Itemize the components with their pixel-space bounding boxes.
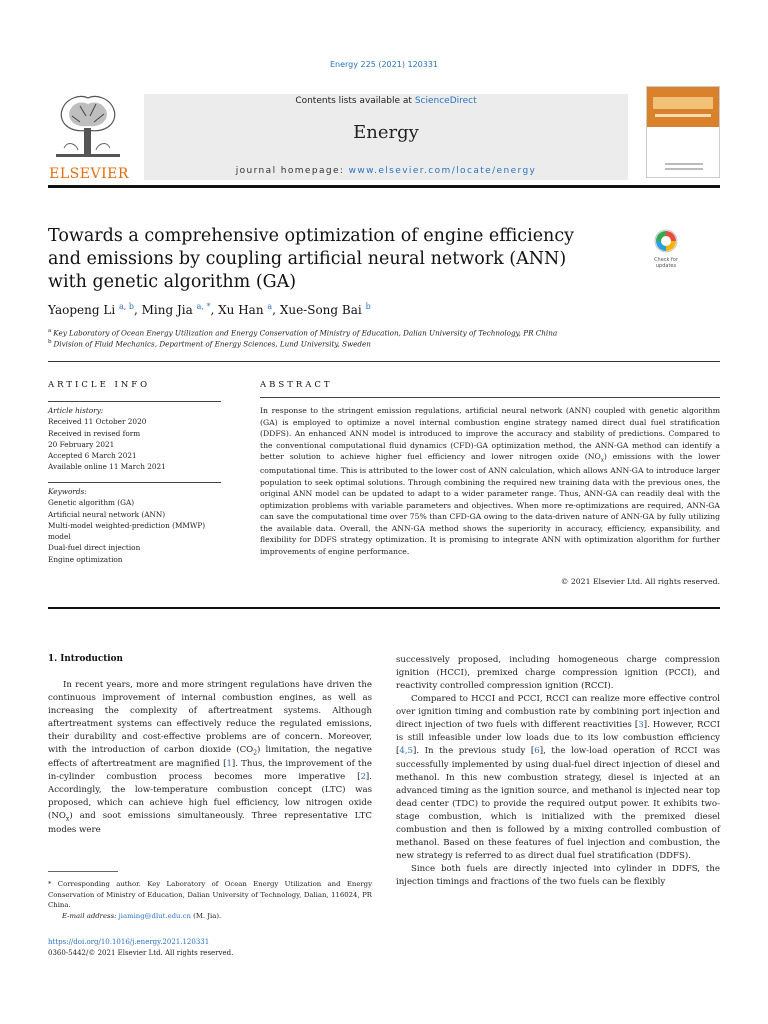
keyword: Multi-model weighted-prediction (MMWP) bbox=[48, 520, 206, 530]
author-affil-sup[interactable]: b bbox=[365, 302, 371, 311]
abstract-copyright: © 2021 Elsevier Ltd. All rights reserved. bbox=[560, 577, 720, 586]
history-line: Received 11 October 2020 bbox=[48, 417, 147, 427]
author[interactable]: Xu Han bbox=[218, 303, 264, 317]
footnote-rule bbox=[48, 871, 118, 872]
history-heading: Article history: bbox=[48, 406, 104, 415]
article-title: Towards a comprehensive optimization of engine efficiency and emissions by coupling artificial neural network (ANN) with genetic algorithm (GA) bbox=[48, 226, 575, 293]
history-line: Accepted 6 March 2021 bbox=[48, 451, 137, 461]
history-line: 20 February 2021 bbox=[48, 439, 115, 449]
journal-name: Energy bbox=[353, 122, 419, 143]
intro-paragraph: In recent years, more and more stringent regulations have driven the continuous improvement of internal combustion engines, as well as increasing the complexity of aftertreatment systems. Although aftertreatment systems can effectively reduce the regulated emissions, their durability and cost-effective problems are of concern. Moreover, with the introduction of carbon dioxide $(CO_2)$ limitation, the negative effects of aftertreatment are magnified [1]. Thus, the improvement of the in-cylinder combustion process becomes more imperative [2]. Accordingly, the low-temperature combustion concept (LTC) was proposed, which can achieve high fuel efficiency, low nitrogen oxide $(NO_x)$ and soot emissions simultaneously. Three representative LTC modes were bbox=[48, 680, 372, 836]
crossmark-icon bbox=[646, 229, 686, 253]
intro-paragraph: Since both fuels are directly injected into cylinder in DDFS, the injection timings and fractions of the two fuels can be flexibly bbox=[396, 864, 720, 888]
issn-line: 0360-5442/© 2021 Elsevier Ltd. All rights reserved. bbox=[48, 948, 234, 957]
journal-homepage-link[interactable]: www.elsevier.com/locate/energy bbox=[348, 166, 537, 176]
keywords-rule bbox=[48, 482, 221, 483]
doi-link[interactable]: https://doi.org/10.1016/j.energy.2021.120331 bbox=[48, 938, 210, 946]
crossmark-button[interactable] bbox=[646, 229, 686, 269]
reference-link[interactable]: 6 bbox=[534, 746, 540, 757]
contents-prefix: Contents lists available at bbox=[295, 96, 415, 106]
masthead-rule bbox=[48, 185, 720, 188]
keyword: Genetic algorithm (GA) bbox=[48, 498, 135, 508]
journal-cover-thumbnail[interactable] bbox=[646, 86, 720, 178]
keywords-heading: Keywords: bbox=[48, 487, 87, 496]
affiliations bbox=[48, 328, 557, 350]
keyword: model bbox=[48, 532, 71, 542]
contents-line bbox=[144, 96, 628, 106]
elsevier-tree-logo bbox=[50, 92, 126, 162]
reference-link[interactable]: 1 bbox=[226, 759, 232, 770]
sciencedirect-link[interactable]: ScienceDirect bbox=[414, 96, 477, 106]
body-column-left bbox=[48, 679, 372, 837]
keyword: Dual-fuel direct injection bbox=[48, 543, 141, 553]
reference-link[interactable]: 2 bbox=[360, 772, 366, 783]
header-divider bbox=[48, 361, 720, 362]
publisher-logo[interactable] bbox=[48, 86, 130, 182]
affiliation-b: $^b$ Division of Fluid Mechanics, Department of Energy Sciences, Lund University, Sweden bbox=[48, 338, 371, 349]
article-info-heading: ARTICLE INFO bbox=[48, 380, 151, 390]
keyword: Artificial neural network (ANN) bbox=[48, 509, 166, 519]
abstract-heading: ABSTRACT bbox=[260, 380, 333, 390]
author[interactable]: Ming Jia bbox=[141, 303, 193, 317]
corresponding-author-footnote: * Corresponding author. Key Laboratory of Ocean Energy Utilization and Energy Conservation of Ministry of Education, Dalian University of Technology, Dalian, 116024, PR China. E-mail address: jiaming@dlut.edu.cn (M. Jia). bbox=[48, 880, 372, 921]
author-affil-sup[interactable]: a, b bbox=[119, 302, 134, 311]
abstract-text: In response to the stringent emission regulations, artificial neural network (ANN) coupled with genetic algorithm (GA) is employed to optimize a novel internal combustion engine strategy named direct dual fuel stratification (DDFS). An enhanced ANN model is introduced to improve the accuracy and stability of predictions. Compared to the conventional computational fluid dynamics (CFD)-GA optimization method, the ANN-GA method can identify a better solution to achieve higher fuel efficiency and lower nitrogen oxide $(NO_x)$ emissions with the lower computational time. This is attributed to the lower cost of ANN calculation, which allows ANN-GA to introduce larger population to seek optimal solutions. Through combining the required new training data with the previous ones, the original ANN model can be updated to adapt to a wider parameter range. Thus, ANN-GA can readily deal with the optimization problems with variable parameters and objectives. When more re-optimizations are required, ANN-GA can save the computational time over 75% than CFD-GA owing to the data-driven nature of ANN-GA by fully utilizing the available data. Overall, the ANN-GA method shows the superiority in accuracy, efficiency, expansibility, and flexibility for DDFS strategy optimization. It is promising to integrate ANN with optimization algorithm for further improvements of engine performance. bbox=[260, 406, 720, 556]
author-affil-sup[interactable]: a bbox=[267, 302, 273, 311]
crossmark-label: Check for updates bbox=[654, 257, 678, 269]
section-heading-introduction: 1. Introduction bbox=[48, 654, 123, 664]
intro-paragraph: successively proposed, including homogeneous charge compression ignition (HCCI), premixed charge compression ignition (PCCI), and reactivity controlled compression ignition (RCCI). bbox=[396, 655, 720, 692]
article-info-rule bbox=[48, 401, 221, 402]
publisher-wordmark: ELSEVIER bbox=[49, 166, 129, 182]
affiliation-a: $^a$ Key Laboratory of Ocean Energy Utilization and Energy Conservation of Ministry of Education, Dalian University of Technology, PR China bbox=[48, 328, 558, 338]
keyword: Engine optimization bbox=[48, 554, 123, 564]
reference-link[interactable]: 4,5 bbox=[399, 746, 414, 757]
author[interactable]: Yaopeng Li bbox=[48, 303, 116, 317]
history-line: Received in revised form bbox=[48, 428, 141, 438]
body-divider bbox=[48, 607, 720, 609]
masthead-center bbox=[144, 94, 628, 180]
homepage-line bbox=[144, 166, 628, 176]
author[interactable]: Xue-Song Bai bbox=[279, 303, 362, 317]
journal-citation[interactable]: Energy 225 (2021) 120331 bbox=[329, 60, 439, 69]
homepage-prefix: journal homepage: bbox=[235, 166, 349, 176]
body-column-right bbox=[396, 654, 720, 889]
journal-masthead bbox=[48, 86, 720, 182]
abstract-rule bbox=[260, 397, 720, 398]
author-affil-sup[interactable]: a, * bbox=[196, 302, 211, 311]
history-line: Available online 11 March 2021 bbox=[48, 462, 166, 472]
intro-paragraph: Compared to HCCI and PCCI, RCCI can realize more effective control over ignition timing and combustion rate by combining port injection and direct injection of two fuels with different reactivities [3]. However, RCCI is still infeasible under low loads due to its low combustion efficiency [4,5]. In the previous study [6], the low-load operation of RCCI was successfully implemented by using dual-fuel direct injection of diesel and methanol. In this new combustion strategy, diesel is injected at an advanced timing as the ignition source, and methanol is injected near top dead center (TDC) to provide the required output power. It exhibits two-stage combustion, which is initialized with the premixed diesel combustion and then is followed by a mixing controlled combustion of methanol. Based on these features of fuel injection and combustion, the new strategy is referred to as direct dual fuel stratification (DDFS). bbox=[396, 694, 720, 861]
article-history bbox=[48, 405, 228, 473]
keywords bbox=[48, 486, 228, 565]
doi-block bbox=[48, 937, 233, 959]
author-list: Yaopeng Li $^{a, b}$, Ming Jia $^{a, *}$, Xu Han $^a$, Xue-Song Bai $^b$ bbox=[48, 302, 371, 317]
author-email-link[interactable]: jiaming@dlut.edu.cn bbox=[118, 912, 191, 921]
reference-link[interactable]: 3 bbox=[638, 720, 644, 731]
